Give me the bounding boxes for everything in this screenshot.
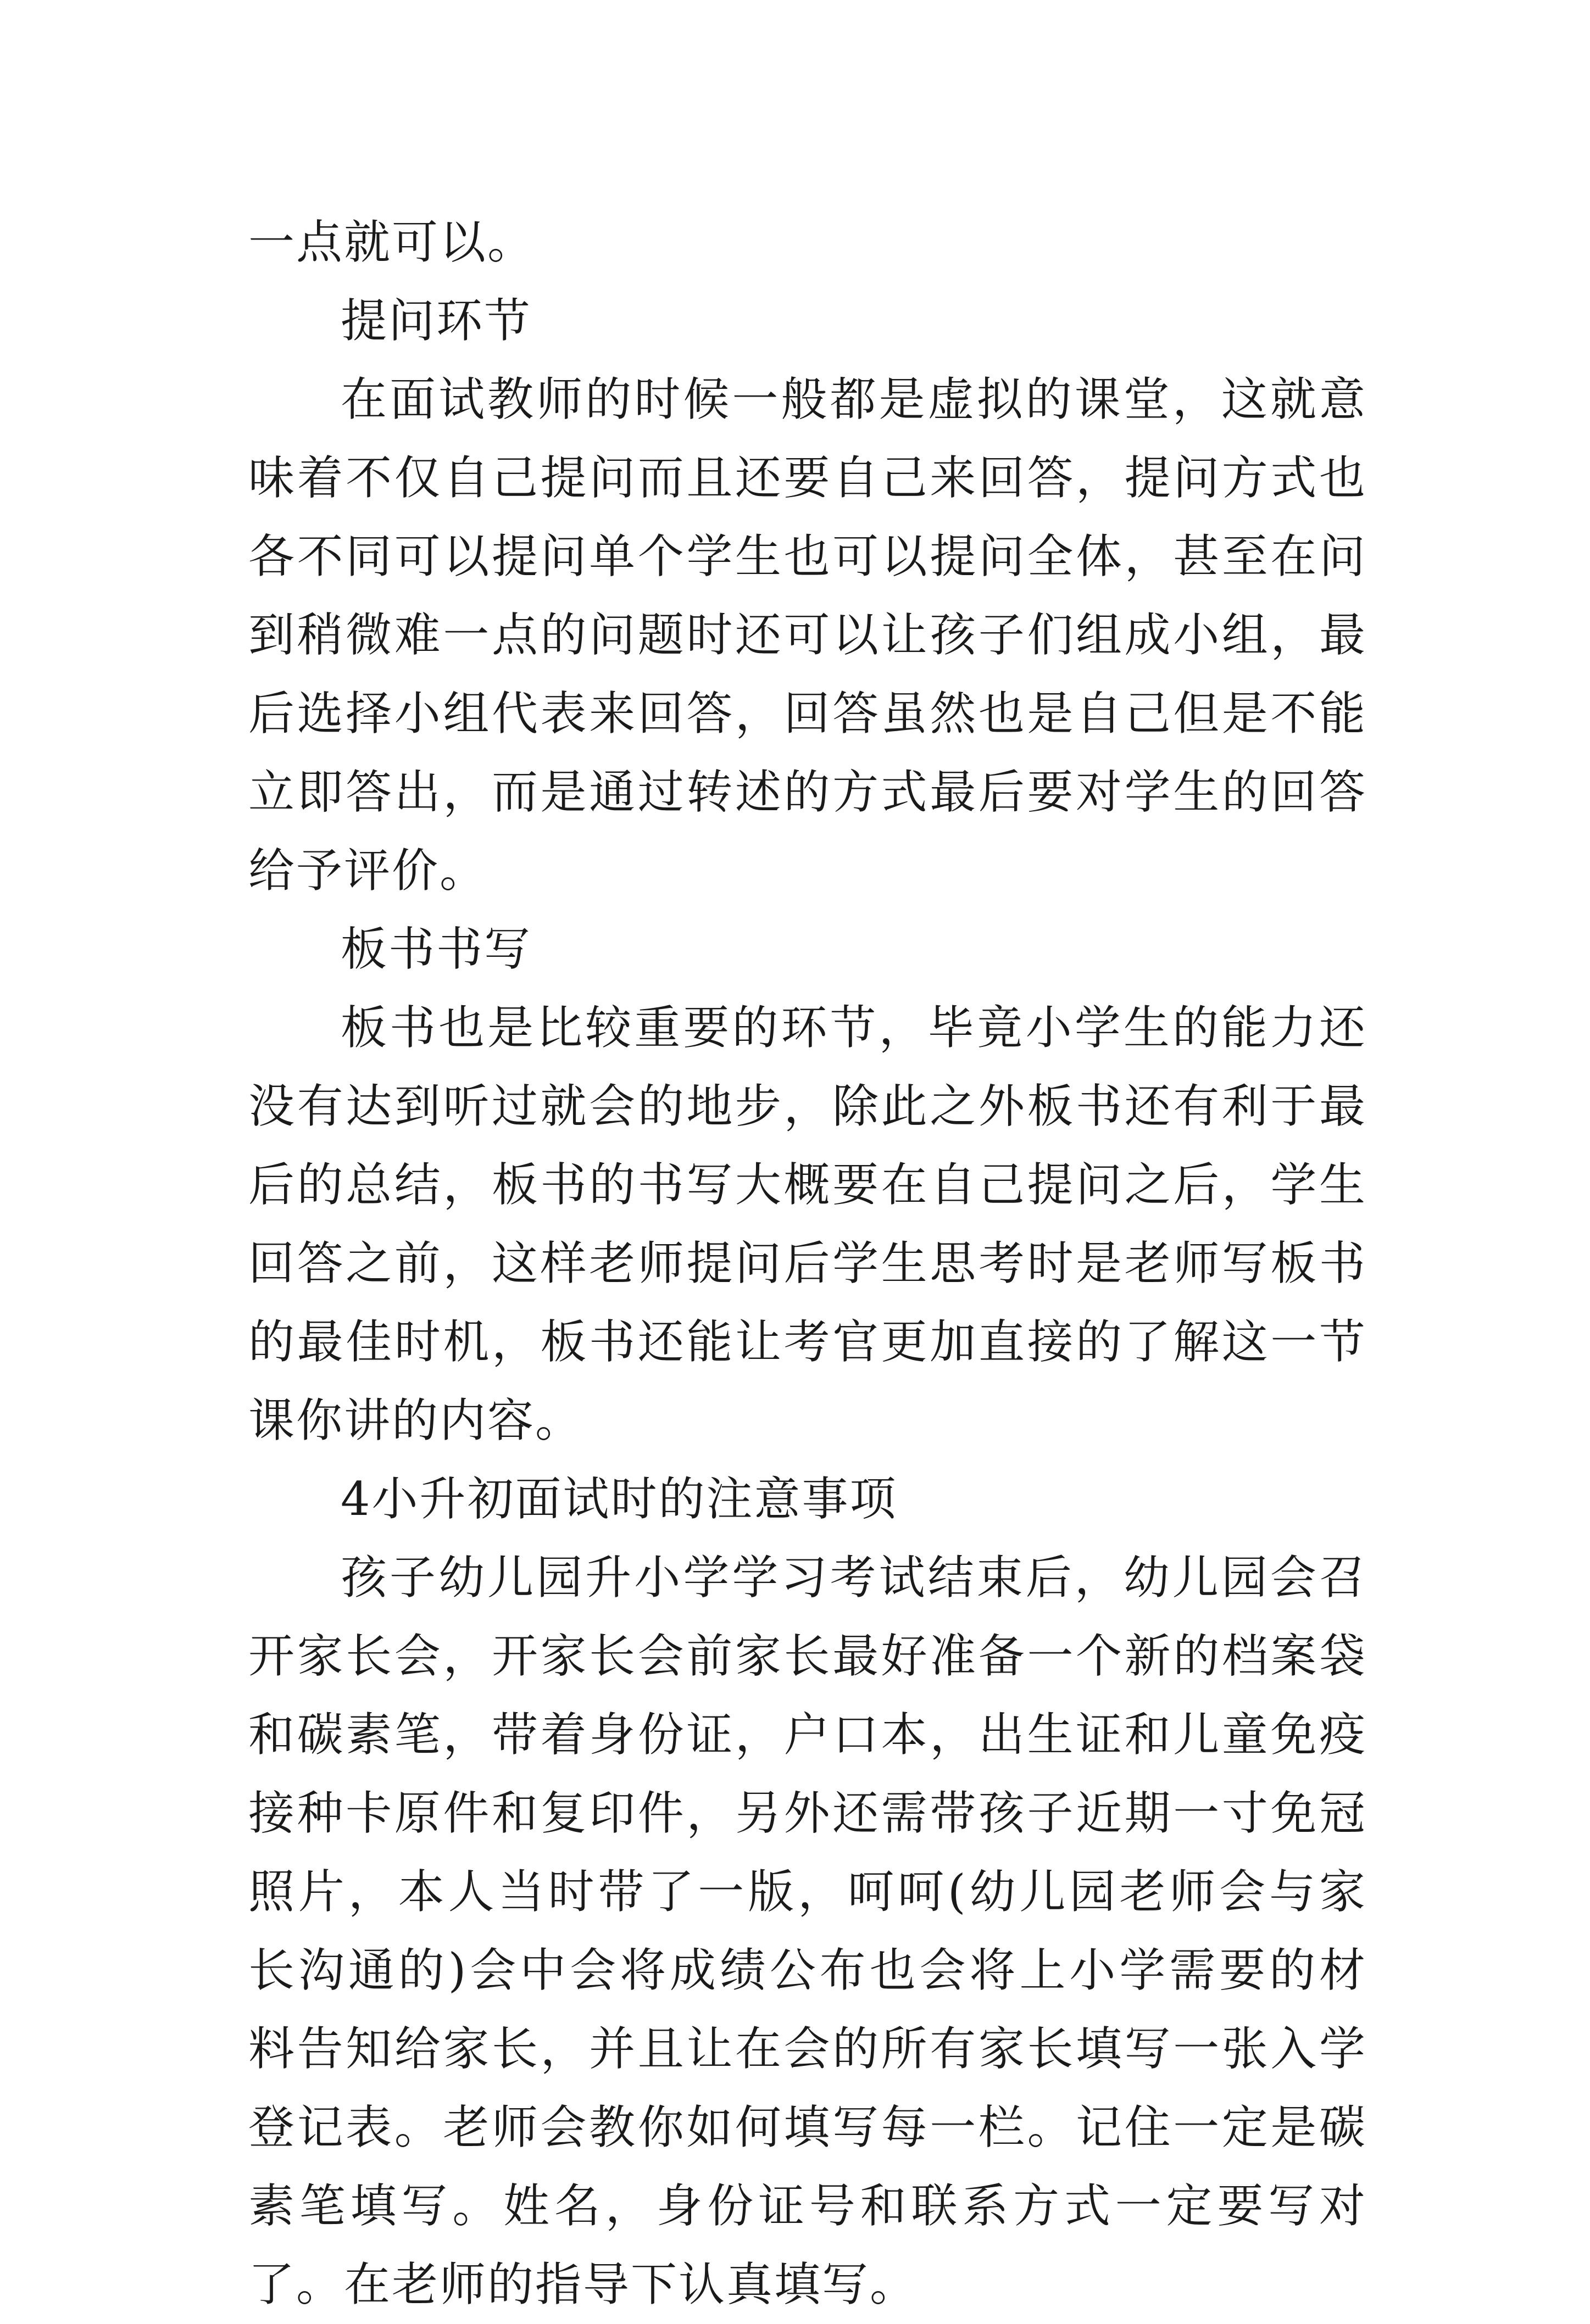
paragraph-questioning: 在面试教师的时候一般都是虚拟的课堂，这就意味着不仅自己提问而且还要自己来回答，提问方式也各不同可以提问单个学生也可以提问全体，甚至在问到稍微难一点的问题时还可以让孩子们组成小组，最后选择小组代表来回答，回答虽然也是自己但是不能立即答出，而是通过转述的方式最后要对学生的回答给予评价。: [248, 372, 1367, 898]
paragraph-continuation: 一点就可以。: [248, 215, 536, 269]
paragraph-interview-notes: 孩子幼儿园升小学学习考试结束后，幼儿园会召开家长会，开家长会前家长最好准备一个新的档案袋和碳素笔，带着身份证，户口本，出生证和儿童免疫接种卡原件和复印件，另外还需带孩子近期一寸免冠照片，本人当时带了一版，呵呵(幼儿园老师会与家长沟通的)会中会将成绩公布也会将上小学需要的材料告知给家长，并且让在会的所有家长填写一张入学登记表。老师会教你如何填写每一栏。记住一定是碳素笔填写。姓名，身份证号和联系方式一定要写对了。在老师的指导下认真填写。: [248, 1551, 1367, 2311]
section-heading-interview-notes: 4小升初面试时的注意事项: [341, 1472, 898, 1526]
section-heading-questioning: 提问环节: [341, 294, 532, 348]
paragraph-blackboard: 板书也是比较重要的环节，毕竟小学生的能力还没有达到听过就会的地步，除此之外板书还有利于最后的总结，板书的书写大概要在自己提问之后，学生回答之前，这样老师提问后学生思考时是老师写板书的最佳时机，板书还能让考官更加直接的了解这一节课你讲的内容。: [248, 1001, 1367, 1447]
section-heading-blackboard: 板书书写: [341, 922, 532, 976]
document-body: [248, 203, 1367, 2324]
